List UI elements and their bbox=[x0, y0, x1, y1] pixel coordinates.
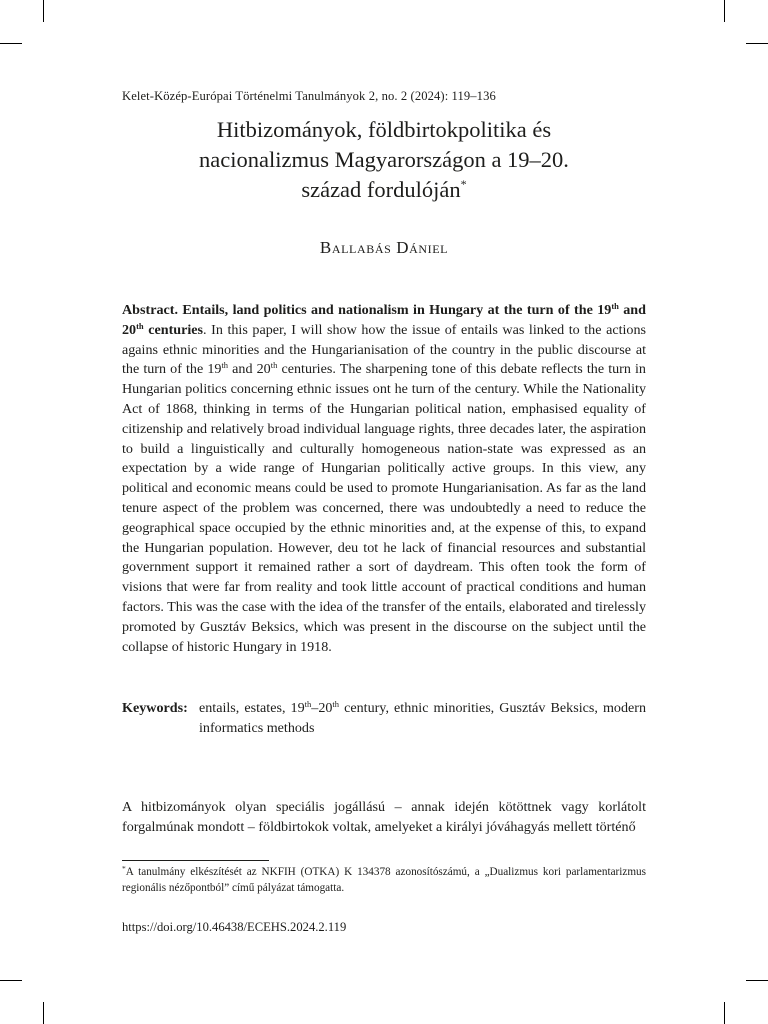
abstract-heading-part-2: and 20 bbox=[122, 302, 646, 338]
footnote-text: A tanulmány elkészítését az NKFIH (OTKA) K 134378 azonosítószámú, a „Dualizmus kori parlamentarizmus regionális nézőpontból” című pályázat támogatta. bbox=[122, 866, 646, 894]
title-line-1: Hitbizományok, földbirtokpolitika és bbox=[216, 117, 552, 142]
title-footnote-mark[interactable]: * bbox=[460, 177, 467, 191]
keywords-part-2: –20 bbox=[311, 700, 333, 716]
abstract bbox=[122, 301, 646, 657]
abstract-heading-part-1: Abstract. Entails, land politics and nationalism in Hungary at the turn of the 19 bbox=[122, 302, 612, 318]
footnote bbox=[122, 864, 646, 896]
keywords-label: Keywords: bbox=[122, 700, 188, 716]
crop-mark-bottom-right-h bbox=[746, 980, 768, 981]
keywords-part-3: century, ethnic minorities, Gusztáv Beksics, modern informatics methods bbox=[199, 700, 647, 736]
abstract-heading-sup-1: th bbox=[611, 301, 619, 311]
crop-mark-top-left-h bbox=[0, 43, 22, 44]
body-paragraph: A hitbizományok olyan speciális jogállású – annak idején kötöttnek vagy korlátolt forgalmúnak mondott – földbirtokok voltak, amelyeket a királyi jóváhagyás mellett történő bbox=[122, 799, 646, 835]
doi-link[interactable]: https://doi.org/10.46438/ECEHS.2024.2.119 bbox=[122, 920, 347, 934]
title-line-2: nacionalizmus Magyarországon a 19–20. bbox=[199, 147, 569, 172]
abstract-text-sup-2: th bbox=[270, 360, 278, 371]
article-title bbox=[122, 115, 646, 205]
crop-mark-top-right-h bbox=[746, 43, 768, 44]
crop-mark-bottom-left-h bbox=[0, 980, 22, 981]
crop-mark-top-left bbox=[43, 0, 44, 22]
journal-citation: Kelet-Közép-Európai Történelmi Tanulmányok 2, no. 2 (2024): 119–136 bbox=[122, 89, 496, 103]
crop-mark-bottom-right bbox=[724, 1002, 725, 1024]
crop-mark-bottom-left bbox=[43, 1002, 44, 1024]
abstract-text-part-2: and 20 bbox=[228, 361, 271, 378]
keywords-sup-1: th bbox=[304, 699, 312, 709]
footnote-divider bbox=[122, 860, 269, 861]
crop-mark-top-right bbox=[724, 0, 725, 22]
author-name: Ballabás Dániel bbox=[319, 238, 449, 257]
keywords-part-1: entails, estates, 19 bbox=[199, 700, 305, 716]
title-line-3: század fordulóján bbox=[301, 177, 461, 202]
abstract-heading-sup-2: th bbox=[136, 320, 144, 331]
abstract-text-part-1: . In this paper, I will show how the issue of entails was linked to the actions agains ethnic minorities and the Hungarianisation of the country in the public discourse at the turn of the 19 bbox=[122, 321, 646, 378]
keywords-sup-2: th bbox=[332, 699, 340, 709]
keywords-list bbox=[199, 698, 646, 738]
footnote-mark: * bbox=[122, 864, 126, 873]
keywords bbox=[122, 698, 646, 738]
abstract-text-part-3: centuries. The sharpening tone of this debate reflects the turn in Hungarian politics concerning ethnic issues ont he turn of the century. While the Nationality Act of 1868, thinking in terms of the Hungarian political nation, emphasised equality of citizenship and relatively broad individual language rights, three decades later, the aspiration to build a linguistically and culturally homogeneous nation-state was expressed as an expectation by a wide range of Hungarian politically active groups. In this view, any political and economic means could be used to promote Hungarianisation. As far as the land tenure aspect of the problem was concerned, there was undoubtedly a need to reduce the geographical space occupied by the ethnic minorities and, at the expense of this, to expand the Hungarian population. However, deu tot he lack of financial resources and substantial government support it remained rather a sort of daydream. This often took the form of visions that were far from reality and took little account of practical conditions and human factors. This was the case with the idea of the transfer of the entails, elaborated and tirelessly promoted by Gusztáv Beksics, which was present in the discourse on the subject until the collapse of historic Hungary in 1918. bbox=[122, 361, 646, 655]
abstract-text-sup-1: th bbox=[221, 360, 229, 371]
abstract-heading-part-3: centuries bbox=[143, 321, 204, 338]
